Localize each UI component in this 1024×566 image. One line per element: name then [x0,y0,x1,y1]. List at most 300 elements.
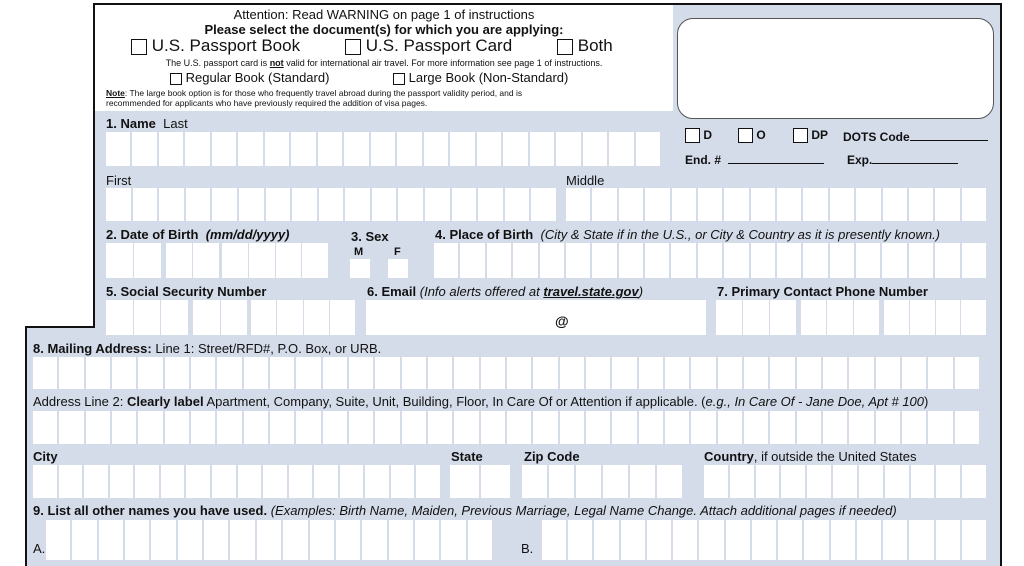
sex-m-input[interactable] [350,259,370,278]
address-line2-input-cell [244,411,268,444]
address-line2-input-cell [349,411,373,444]
country-input-cell [781,465,805,498]
other-name-b-input-cell [962,520,986,560]
sex-label: 3. Sex [351,229,389,244]
state-input[interactable] [450,465,510,498]
pob-label: 4. Place of Birth (City & State if in the U.S., or City & Country as it is presently known.) [435,227,941,242]
address-line1-input-cell [665,357,689,389]
city-input-cell [365,465,389,498]
place-of-birth-input-cell [803,243,827,278]
first-name-input-cell [106,188,131,221]
other-name-a-input-cell [415,520,439,560]
name-label: 1. Name Last [106,116,188,131]
other-name-b-input-cell [673,520,697,560]
address-line2-input-cell [59,411,83,444]
address-line2-input-cell [797,411,821,444]
other-name-a-input-cell [283,520,307,560]
email-label: 6. Email (Info alerts offered at travel.state.gov) [367,284,644,299]
country-input-cell [730,465,754,498]
middle-name-input[interactable] [566,188,986,221]
last-name-input-cell [318,132,342,166]
place-of-birth-input-cell [882,243,906,278]
dob-day-input-cell [166,243,192,278]
address-line1-input-cell [823,357,847,389]
phone-part1-input-cell [770,300,796,335]
other-name-a-input-cell [99,520,123,560]
address-line2-input-cell [955,411,979,444]
other-name-b-input-cell [909,520,933,560]
ssn-part1-input-cell [161,300,188,335]
phone-part3-input-cell [884,300,909,335]
address-line2-input-cell [402,411,426,444]
address-line1-input-cell [349,357,373,389]
first-name-input-cell [319,188,344,221]
card-validity-note: The U.S. passport card is not valid for international air travel. For more information see page 1 of instructions. [165,58,603,68]
middle-name-input-cell [724,188,748,221]
middle-name-input-cell [672,188,696,221]
first-name-input-cell [133,188,158,221]
passport-card-checkbox[interactable] [345,39,361,55]
regular-book-checkbox[interactable] [170,73,182,85]
dob-month-input-cell [106,243,133,278]
address-line2-input-cell [428,411,452,444]
address-line2-input-cell [112,411,136,444]
select-prompt: Please select the document(s) for which you are applying: [204,22,564,37]
country-input-cell [833,465,857,498]
mailing-address-label: 8. Mailing Address: Line 1: Street/RFD#, P.O. Box, or URB. [33,341,382,356]
option-regular-book[interactable] [170,70,329,85]
endorsement-number: End. # [685,153,824,167]
address-line2-input-cell [191,411,215,444]
first-name-input-cell [398,188,423,221]
other-name-b-input-cell [594,520,618,560]
last-name-input-cell [636,132,660,166]
dob-label: 2. Date of Birth (mm/dd/yyyy) [106,227,290,242]
city-input-cell [314,465,338,498]
first-name-input-cell [266,188,291,221]
address-line1-input-cell [323,357,347,389]
city-input-cell [263,465,287,498]
last-name-input-cell [450,132,474,166]
middle-name-input-cell [883,188,907,221]
other-name-a-label: A. [33,541,46,556]
address-line2-input-cell [586,411,610,444]
place-of-birth-input-cell [856,243,880,278]
other-name-a-input[interactable] [46,520,492,560]
other-name-a-input-cell [257,520,281,560]
last-name-input-cell [132,132,156,166]
place-of-birth-input-cell [540,243,564,278]
address-line2-label: Address Line 2: Clearly label Apartment, Company, Suite, Unit, Building, Floor, In Care Of or Attention if applicable. (e.g., In Care Of - Jane Doe, Apt # 100) [33,394,929,409]
last-name-input-cell [583,132,607,166]
country-input-cell [936,465,960,498]
address-line2-input-cell [533,411,557,444]
first-name-input-cell [452,188,477,221]
first-name-input-cell [425,188,450,221]
other-name-b-input-cell [568,520,592,560]
city-input-cell [59,465,83,498]
city-input-cell [161,465,185,498]
place-of-birth-input-cell [962,243,986,278]
place-of-birth-input-cell [671,243,695,278]
place-of-birth-input-cell [751,243,775,278]
ssn-part1-input[interactable] [106,300,188,335]
place-of-birth-input-cell [487,243,511,278]
middle-name-input-cell [566,188,590,221]
city-input-cell [391,465,415,498]
ssn-part3-input[interactable] [251,300,355,335]
last-name-input-cell [238,132,262,166]
large-book-checkbox[interactable] [393,73,405,85]
attention-text: Attention: Read WARNING on page 1 of instructions [233,7,535,22]
place-of-birth-input-cell [513,243,537,278]
regular-book-label: Regular Book (Standard) [185,70,330,85]
zip-input-cell [603,465,628,498]
other-name-a-input-cell [204,520,228,560]
office-d-label: D [703,128,713,142]
dots-code: DOTS Code [843,130,988,144]
ssn-label: 5. Social Security Number [106,284,267,299]
city-label: City [33,449,58,464]
first-name-input-cell [531,188,556,221]
address-line2-input-cell [744,411,768,444]
last-name-input-cell [477,132,501,166]
address-line1-input-cell [217,357,241,389]
address-line1-input-cell [612,357,636,389]
first-name-input[interactable] [106,188,556,221]
middle-name-input-cell [830,188,854,221]
address-line1-input-cell [165,357,189,389]
place-of-birth-input-cell [566,243,590,278]
dob-day-input-cell [193,243,219,278]
country-label: Country, if outside the United States [704,449,917,464]
city-input-cell [135,465,159,498]
city-input-cell [33,465,57,498]
country-input[interactable] [704,465,986,498]
last-name-input-cell [291,132,315,166]
dob-year-input[interactable] [222,243,328,278]
place-of-birth-input-cell [830,243,854,278]
middle-name-input-cell [619,188,643,221]
address-line1-input-cell [770,357,794,389]
address-line1-input-cell [928,357,952,389]
address-line2-input-cell [481,411,505,444]
city-input-cell [416,465,440,498]
photo-area [677,18,994,119]
address-line2-input-cell [217,411,241,444]
city-input-cell [340,465,364,498]
address-line1-input-cell [86,357,110,389]
other-name-b-input-cell [831,520,855,560]
place-of-birth-input-cell [935,243,959,278]
middle-name-input-cell [962,188,986,221]
address-line2-input-cell [33,411,57,444]
city-input-cell [84,465,108,498]
middle-name-input-cell [777,188,801,221]
last-name-input-cell [530,132,554,166]
first-name-input-cell [212,188,237,221]
middle-name-label: Middle [566,173,605,188]
sex-f-input[interactable] [388,259,408,278]
phone-part3-input[interactable] [884,300,986,335]
city-input-cell [212,465,236,498]
sex-m-label: M [354,246,364,258]
address-line2-input-cell [902,411,926,444]
other-name-b-input-cell [778,520,802,560]
phone-part2-input-cell [827,300,852,335]
dob-year-input-cell [222,243,248,278]
country-input-cell [756,465,780,498]
phone-part2-input-cell [854,300,879,335]
other-name-b-label: B. [521,541,534,556]
phone-part1-input[interactable] [716,300,796,335]
first-name-input-cell [478,188,503,221]
address-line1-input-cell [375,357,399,389]
zip-input-cell [630,465,655,498]
middle-name-input-cell [698,188,722,221]
address-line2-input-cell [86,411,110,444]
office-use-area [675,124,995,172]
address-line2-input-cell [770,411,794,444]
address-line1-input-cell [533,357,557,389]
address-line1-input-cell [454,357,478,389]
expiration: Exp. [847,153,958,167]
address-line1-input-cell [244,357,268,389]
address-line2-input-cell [165,411,189,444]
ssn-part3-input-cell [330,300,355,335]
address-line2-input-cell [639,411,663,444]
middle-name-input-cell [645,188,669,221]
first-name-input-cell [505,188,530,221]
address-line2-input-cell [296,411,320,444]
address-line2-input-cell [270,411,294,444]
city-input-cell [110,465,134,498]
place-of-birth-input-cell [434,243,458,278]
office-dp-label: DP [811,128,829,142]
option-both[interactable] [557,36,613,56]
address-line1-input-cell [876,357,900,389]
ssn-part1-input-cell [134,300,161,335]
both-label: Both [577,36,613,55]
address-line2-input-cell [876,411,900,444]
address-line1-input-cell [718,357,742,389]
dob-day-input[interactable] [166,243,219,278]
address-line2-input-cell [823,411,847,444]
address-line2-input-cell [928,411,952,444]
place-of-birth-input-cell [724,243,748,278]
other-name-b-input-cell [647,520,671,560]
address-line2-input-cell [691,411,715,444]
dob-year-input-cell [249,243,275,278]
phone-label: 7. Primary Contact Phone Number [717,284,928,299]
address-line2-input-cell [323,411,347,444]
first-name-input-cell [239,188,264,221]
ssn-part3-input-cell [251,300,276,335]
other-name-a-input-cell [310,520,334,560]
other-name-b-input[interactable] [542,520,986,560]
phone-part1-input-cell [716,300,742,335]
city-input[interactable] [33,465,440,498]
both-checkbox[interactable] [557,39,573,55]
address-line1-input-cell [191,357,215,389]
zip-input[interactable] [522,465,682,498]
address-line1-input-cell [560,357,584,389]
dob-month-input-cell [134,243,161,278]
first-name-input-cell [292,188,317,221]
zip-label: Zip Code [524,449,580,464]
address-line1-input-cell [639,357,663,389]
address-line1-input-cell [955,357,979,389]
other-name-a-input-cell [389,520,413,560]
ssn-part1-input-cell [106,300,133,335]
last-name-input-cell [397,132,421,166]
sex-m-input-cell [350,259,370,278]
email-input[interactable] [366,300,706,335]
middle-name-input-cell [592,188,616,221]
city-input-cell [186,465,210,498]
address-line1-input-cell [59,357,83,389]
office-dp-checkbox[interactable] [793,128,808,143]
office-o-checkbox[interactable] [738,128,753,143]
zip-input-cell [576,465,601,498]
other-name-a-input-cell [46,520,70,560]
address-line1-input-cell [270,357,294,389]
middle-name-input-cell [909,188,933,221]
place-of-birth-input-cell [698,243,722,278]
address-line1-input-cell [744,357,768,389]
last-name-input-cell [212,132,236,166]
other-name-a-input-cell [151,520,175,560]
last-name-input-cell [609,132,633,166]
middle-name-input-cell [803,188,827,221]
dob-month-input[interactable] [106,243,161,278]
other-name-b-input-cell [752,520,776,560]
passport-book-label: U.S. Passport Book [151,36,301,55]
address-line2-input-cell [375,411,399,444]
address-line1-input-cell [586,357,610,389]
other-name-b-input-cell [857,520,881,560]
first-name-input-cell [372,188,397,221]
state-input-cell [450,465,479,498]
address-line1-input-cell [112,357,136,389]
first-name-label: First [106,173,132,188]
address-line2-input-cell [718,411,742,444]
office-d-checkbox[interactable] [685,128,700,143]
zip-input-cell [657,465,682,498]
large-book-note: Note: The large book option is for those who frequently travel abroad during the passport validity period, and is recommended for applicants who have previously required the addition of visa pages. [106,88,523,108]
option-passport-book[interactable] [131,36,300,56]
city-input-cell [238,465,262,498]
passport-book-checkbox[interactable] [131,39,147,55]
other-name-a-input-cell [178,520,202,560]
last-name-input[interactable] [106,132,660,166]
middle-name-input-cell [856,188,880,221]
address-line1-input[interactable] [33,357,979,389]
last-name-input-cell [344,132,368,166]
place-of-birth-input[interactable] [434,243,986,278]
country-input-cell [859,465,883,498]
first-name-input-cell [159,188,184,221]
phone-part2-input-cell [801,300,826,335]
place-of-birth-input-cell [460,243,484,278]
ssn-part2-input-cell [221,300,248,335]
address-line1-input-cell [507,357,531,389]
address-line1-input-cell [691,357,715,389]
address-line2-input-cell [849,411,873,444]
email-at-sign: @ [555,313,569,329]
other-name-b-input-cell [699,520,723,560]
place-of-birth-input-cell [645,243,669,278]
other-name-a-input-cell [125,520,149,560]
last-name-input-cell [159,132,183,166]
other-name-b-input-cell [542,520,566,560]
other-name-a-input-cell [362,520,386,560]
address-line1-input-cell [296,357,320,389]
other-name-a-input-cell [230,520,254,560]
ssn-part2-input[interactable] [193,300,247,335]
zip-input-cell [522,465,547,498]
state-input-cell [481,465,510,498]
other-name-b-input-cell [621,520,645,560]
document-selection-panel [95,5,673,111]
last-name-input-cell [371,132,395,166]
country-input-cell [911,465,935,498]
sex-f-label: F [394,246,401,258]
other-name-a-input-cell [468,520,492,560]
address-line2-input-cell [454,411,478,444]
address-line2-input-cell [507,411,531,444]
dob-year-input-cell [302,243,328,278]
address-line1-input-cell [33,357,57,389]
last-name-input-cell [265,132,289,166]
dob-year-input-cell [276,243,302,278]
last-name-input-cell [106,132,130,166]
address-line1-input-cell [428,357,452,389]
address-line1-input-cell [481,357,505,389]
place-of-birth-input-cell [777,243,801,278]
country-input-cell [885,465,909,498]
address-line2-input-cell [665,411,689,444]
country-input-cell [807,465,831,498]
place-of-birth-input-cell [592,243,616,278]
address-line1-input-cell [402,357,426,389]
phone-part2-input[interactable] [801,300,879,335]
other-names-label: 9. List all other names you have used. (Examples: Birth Name, Maiden, Previous Marriage, Legal Name Change. Attach additional pages if needed) [33,503,897,518]
address-line1-input-cell [902,357,926,389]
middle-name-input-cell [751,188,775,221]
other-name-a-input-cell [441,520,465,560]
other-name-b-input-cell [804,520,828,560]
address-line1-input-cell [797,357,821,389]
large-book-label: Large Book (Non-Standard) [408,70,569,85]
address-line1-input-cell [849,357,873,389]
passport-card-label: U.S. Passport Card [365,36,513,55]
office-o-label: O [756,128,766,142]
other-name-a-input-cell [72,520,96,560]
other-name-b-input-cell [936,520,960,560]
zip-input-cell [549,465,574,498]
address-line2-input-cell [138,411,162,444]
state-label: State [451,449,483,464]
first-name-input-cell [186,188,211,221]
address-line2-input-cell [560,411,584,444]
address-line2-input[interactable] [33,411,979,444]
last-name-input-cell [503,132,527,166]
last-name-input-cell [556,132,580,166]
option-large-book[interactable] [393,70,568,85]
ssn-part3-input-cell [304,300,329,335]
option-passport-card[interactable] [345,36,512,56]
